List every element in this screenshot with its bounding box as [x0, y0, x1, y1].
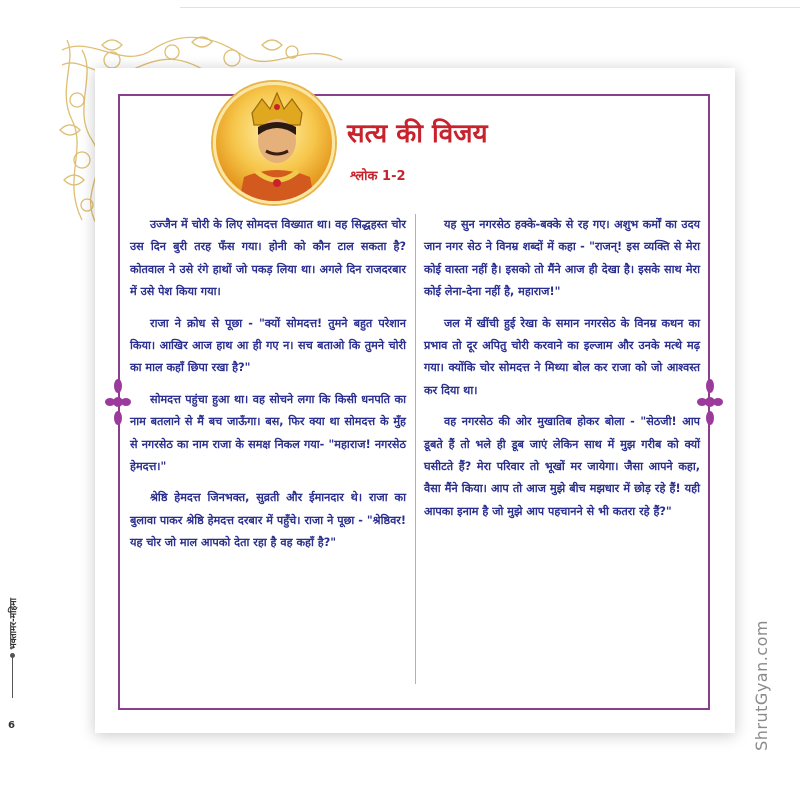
left-text-column [130, 214, 406, 564]
column-divider [415, 214, 416, 684]
margin-line [12, 656, 13, 698]
book-name-label: भक्तामर-महिमा [9, 598, 19, 650]
right-text-column [424, 214, 700, 532]
paragraph: उज्जैन में चोरी के लिए सोमदत्त विख्यात था। वह सिद्धहस्त चोर उस दिन बुरी तरह फँस गया। होनी को कौन टाल सकता है? कोतवाल ने उसे रंगे हाथों जो पकड़ लिया था। अगले दिन राजदरबार में उसे पेश किया गया। [130, 218, 406, 299]
paragraph: श्रेष्ठि हेमदत्त जिनभक्त, सुव्रती और ईमानदार थे। राजा का बुलावा पाकर श्रेष्ठि हेमदत्त दरबार में पहुँचे। राजा ने पूछा - "श्रेष्ठिवर! यह चोर जो माल आपको देता रहा है वह कहाँ है?" [130, 491, 406, 550]
paragraph: यह सुन नगरसेठ हक्के-बक्के से रह गए। अशुभ कर्मों का उदय जान नगर सेठ ने विनम्र शब्दों में कहा - "राजन्! इस व्यक्ति से मेरा कोई वास्ता नहीं है। इसको तो मैंने आज ही देखा है। इसके साथ मेरा कोई लेना-देना नहीं है, महाराज!" [424, 218, 700, 299]
paragraph: वह नगरसेठ की ओर मुखातिब होकर बोला - "सेठजी! आप डूबते हैं तो भले ही डूब जाएं लेकिन साथ में मुझ गरीब को क्यों घसीटते हैं? मेरा परिवार तो भूखों मर जायेगा। जैसा आपने कहा, वैसा मैंने किया। आप तो आज मुझे बीच मझधार में छोड़ रहे हैं! यही आपका इनाम है जो मुझे आप पहचानने से भी कतरा रहे हैं?" [424, 415, 700, 518]
paragraph: सोमदत्त पहुंचा हुआ था। वह सोचने लगा कि किसी धनपति का नाम बतलाने से मैं बच जाऊँगा। बस, फिर क्या था सोमदत्त के मुँह से नगरसेठ का नाम राजा के समक्ष निकल गया- "महाराज! नगरसेठ हेमदत्त।" [130, 392, 406, 474]
paragraph: राजा ने क्रोध से पूछा - "क्यों सोमदत्त! तुमने बहुत परेशान किया। आखिर आज हाथ आ ही गए न। सच बताओ कि तुमने चोरी का माल कहाँ छिपा रखा है?" [130, 316, 406, 375]
paragraph: जल में खींची हुई रेखा के समान नगरसेठ के विनम्र कथन का प्रभाव तो दूर अपितु चोरी करवाने का इल्जाम और उनके मत्थे मढ़ गया। क्योंकि चोर सोमदत्त ने मिथ्या बोल कर राजा को जो आश्वस्त कर दिया था। [424, 316, 700, 397]
watermark: ShrutGyan.com [752, 620, 771, 751]
flower-ornament-icon [105, 378, 131, 426]
page-subtitle: श्लोक 1-2 [350, 169, 406, 184]
page-top-edge [180, 0, 800, 8]
page-number: 6 [8, 720, 15, 731]
page-title: सत्य की विजय [347, 119, 488, 149]
king-portrait [213, 82, 335, 204]
flower-ornament-icon [697, 378, 723, 426]
